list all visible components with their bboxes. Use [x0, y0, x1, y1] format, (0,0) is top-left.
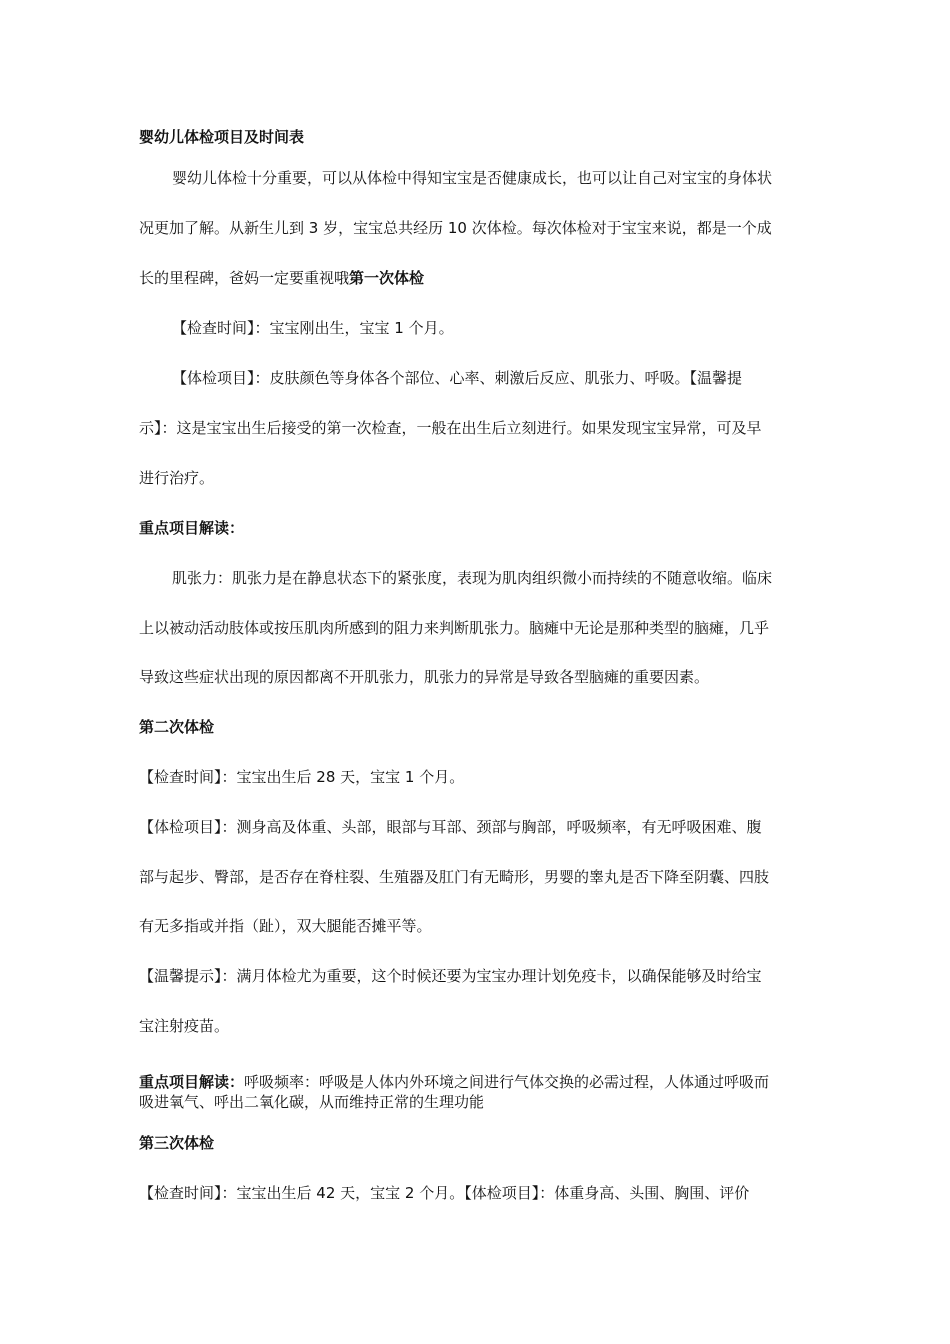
- first-check-items: 进行治疗。: [139, 469, 215, 487]
- second-check-tips: 宝注射疫苗。: [139, 1017, 230, 1035]
- intro-line: [139, 268, 819, 288]
- key-item-text: 肌张力：肌张力是在静息状态下的紧张度，表现为肌肉组织微小而持续的不随意收缩。临床: [172, 569, 773, 587]
- intro-line: 婴幼儿体检十分重要，可以从体检中得知宝宝是否健康成长，也可以让自己对宝宝的身体状: [172, 169, 773, 187]
- first-check-items: 示】：这是宝宝出生后接受的第一次检查，一般在出生后立刻进行。如果发现宝宝异常，可及早: [139, 419, 762, 437]
- section-heading-first: 第一次体检: [349, 269, 425, 287]
- section-heading-third: 第三次体检: [139, 1134, 215, 1152]
- second-check-items: 有无多指或并指（趾），双大腿能否摊平等。: [139, 917, 432, 935]
- document-title: 婴幼儿体检项目及时间表: [139, 128, 305, 146]
- first-check-time: 【检查时间】：宝宝刚出生，宝宝 1 个月。: [172, 319, 454, 337]
- intro-line: 况更加了解。从新生儿到 3 岁，宝宝总共经历 10 次体检。每次体检对于宝宝来说，都是一个成: [139, 219, 772, 237]
- key-item-heading: 重点项目解读：: [139, 1073, 245, 1091]
- key-item-text: 导致这些症状出现的原因都离不开肌张力，肌张力的异常是导致各型脑瘫的重要因素。: [139, 668, 710, 686]
- key-item-text: 上以被动活动肢体或按压肌肉所感到的阻力来判断肌张力。脑瘫中无论是那种类型的脑瘫，几乎: [139, 619, 770, 637]
- second-check-tips: 【温馨提示】：满月体检尤为重要，这个时候还要为宝宝办理计划免疫卡，以确保能够及时给宝: [139, 967, 762, 985]
- key-item-heading: 重点项目解读：: [139, 519, 245, 537]
- key-item-text: 呼吸频率：呼吸是人体内外环境之间进行气体交换的必需过程，人体通过呼吸而: [244, 1073, 770, 1091]
- first-check-items: 【体检项目】：皮肤颜色等身体各个部位、心率、刺激后反应、肌张力、呼吸。【温馨提: [172, 369, 743, 387]
- second-check-items: 【体检项目】：测身高及体重、头部，眼部与耳部、颈部与胸部，呼吸频率，有无呼吸困难、腹: [139, 818, 762, 836]
- key-item-text: 吸进氧气、呼出二氧化碳，从而维持正常的生理功能: [139, 1093, 485, 1111]
- second-check-time: 【检查时间】：宝宝出生后 28 天，宝宝 1 个月。: [139, 768, 465, 786]
- key-item-paragraph: [139, 1072, 819, 1092]
- intro-text: 长的里程碑，爸妈一定要重视哦: [139, 269, 350, 287]
- third-check-time: 【检查时间】：宝宝出生后 42 天，宝宝 2 个月。【体检项目】：体重身高、头围、胸围、评价: [139, 1184, 750, 1202]
- second-check-items: 部与起步、臀部，是否存在脊柱裂、生殖器及肛门有无畸形，男婴的睾丸是否下降至阴囊、四肢: [139, 868, 770, 886]
- section-heading-second: 第二次体检: [139, 718, 215, 736]
